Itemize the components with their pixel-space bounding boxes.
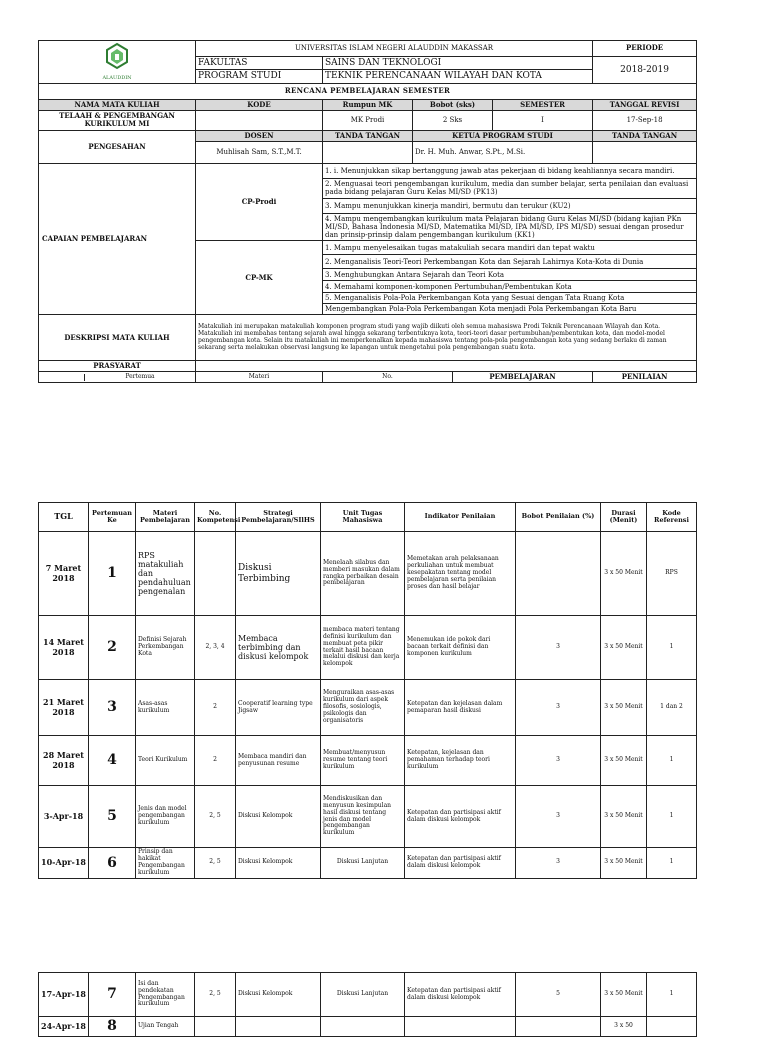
row-durasi: 3 x 50 Menit xyxy=(601,736,647,786)
deskripsi-label: DESKRIPSI MATA KULIAH xyxy=(39,315,196,361)
row-bobot: 3 xyxy=(516,848,601,879)
col-indikator: Indikator Penilaian xyxy=(405,503,516,532)
row-tugas: Mendiskusikan dan menyusun kesimpulan hasil diskusi tentang jenis dan model pengembangan kurikulum xyxy=(321,786,405,848)
row-durasi: 3 x 50 Menit xyxy=(601,848,647,879)
row-tgl: 10-Apr-18 xyxy=(39,848,89,879)
row-ref: 1 xyxy=(647,786,697,848)
row-materi: Asas-asas kurikulum xyxy=(136,680,195,736)
row-tugas xyxy=(321,1017,405,1037)
logo-text: ALAUDDIN xyxy=(102,75,132,82)
course-kode xyxy=(196,110,323,130)
row-ref xyxy=(647,1017,697,1037)
header-table xyxy=(38,40,697,383)
row-indikator: Memetakan arah pelaksanaan perkuliahan untuk membuat kesepakatan tentang model pembelajaran serta penilaian proses dan hasil belajar xyxy=(405,532,516,616)
prodi-label: PROGRAM STUDI xyxy=(196,70,323,83)
row-tugas: membaca materi tentang definisi kurikulum dan membuat peta pikir terkait hasil bacaan melalui diskusi dan kerja kelompok xyxy=(321,616,405,680)
row-indikator: Menemukan ide pokok dari bacaan terkait definisi dan komponen kurikulum xyxy=(405,616,516,680)
table-row xyxy=(39,973,697,1017)
row-tgl: 7 Maret 2018 xyxy=(39,532,89,616)
row-materi: Isi dan pendekatan Pengembangan kurikulum xyxy=(136,973,195,1017)
col-kode-referensi: Kode Referensi xyxy=(647,503,697,532)
row-komp: 2 xyxy=(195,680,236,736)
row-strategi: Cooperatif learning type Jigsaw xyxy=(236,680,321,736)
col-kompetensi: No. Kompetensi xyxy=(195,503,236,532)
row-ref: 1 xyxy=(647,848,697,879)
col-tanggal: TANGGAL REVISI xyxy=(593,99,697,110)
row-strategi: Membaca terbimbing dan diskusi kelompok xyxy=(236,616,321,680)
row-tugas: Diskusi Lanjutan xyxy=(321,973,405,1017)
pengesahan-label: PENGESAHAN xyxy=(39,130,196,163)
rps-page-3 xyxy=(38,972,696,1035)
cp-prodi-item: 3. Mampu menunjukkan kinerja mandiri, bermutu dan terukur (KU2) xyxy=(323,198,697,213)
row-strategi: Diskusi Kelompok xyxy=(236,848,321,879)
prasyarat-label: PRASYARAT xyxy=(39,361,196,372)
course-tanggal: 17-Sep-18 xyxy=(593,110,697,130)
row-strategi: Diskusi Terbimbing xyxy=(236,532,321,616)
row-bobot: 3 xyxy=(516,736,601,786)
university-logo xyxy=(97,42,137,74)
cp-prodi-label: CP-Prodi xyxy=(196,163,323,240)
cp-mk-item: 3. Menghubungkan Antara Sejarah dan Teori Kota xyxy=(323,269,697,281)
rps-page-2 xyxy=(38,502,696,876)
row-tgl: 17-Apr-18 xyxy=(39,973,89,1017)
row-bobot: 3 xyxy=(516,616,601,680)
row-materi: RPS matakuliah dan pendahuluan pengenalan xyxy=(136,532,195,616)
rps-page-1 xyxy=(38,40,696,422)
row-komp: 2 xyxy=(195,736,236,786)
prodi-value: TEKNIK PERENCANAAN WILAYAH DAN KOTA xyxy=(323,70,593,83)
fakultas-value: SAINS DAN TEKNOLOGI xyxy=(323,57,593,70)
table-row xyxy=(39,786,697,848)
schedule-table-continued xyxy=(38,972,697,1037)
row-komp xyxy=(195,532,236,616)
row-tgl: 21 Maret 2018 xyxy=(39,680,89,736)
row-durasi: 3 x 50 Menit xyxy=(601,680,647,736)
row-tgl: 24-Apr-18 xyxy=(39,1017,89,1037)
row-durasi: 3 x 50 xyxy=(601,1017,647,1037)
ttd2-label: TANDA TANGAN xyxy=(593,130,697,141)
col-nama: NAMA MATA KULIAH xyxy=(39,99,196,110)
row-strategi: Diskusi Kelompok xyxy=(236,786,321,848)
row-materi: Teori Kurikulum xyxy=(136,736,195,786)
penilaian-label: PENILAIAN xyxy=(593,372,697,383)
col-rumpun: Rumpun MK xyxy=(323,99,413,110)
ketua-signature xyxy=(593,141,697,163)
row-tugas: Menelaah silabus dan memberi masukan dalam rangka perbaikan desain pembelajaran xyxy=(321,532,405,616)
row-tugas: Diskusi Lanjutan xyxy=(321,848,405,879)
course-semester: I xyxy=(493,110,593,130)
col-tgl: TGL xyxy=(39,503,89,532)
row-durasi: 3 x 50 Menit xyxy=(601,532,647,616)
row-bobot: 3 xyxy=(516,786,601,848)
cp-prodi-item: 4. Mampu mengembangkan kurikulum mata Pelajaran bidang Guru Kelas MI/SD (bidang kajian PKn MI/SD, Bahasa Indonesia MI/SD, Matematika MI/SD, IPA MI/SD, IPS MI/SD) sesuai dengan prosedur dan prinsip-prinsip dalam pengembangan kurikulum (KK1) xyxy=(323,213,697,240)
col-strategi: Strategi Pembelajaran/SIlHS xyxy=(236,503,321,532)
row-tugas: Menguraikan asas-asas kurikulum dari aspek filosofis, sosiologis, psikologis dan organisatoris xyxy=(321,680,405,736)
row-no: 7 xyxy=(89,973,136,1017)
cp-mk-item: Mengembangkan Pola-Pola Perkembangan Kota menjadi Pola Perkembangan Kota Baru xyxy=(323,304,697,315)
cp-mk-label: CP-MK xyxy=(196,241,323,315)
cp-mk-item: 5. Menganalisis Pola-Pola Perkembangan Kota yang Sesuai dengan Tata Ruang Kota xyxy=(323,293,697,304)
col-materi: Materi xyxy=(196,372,323,383)
row-indikator: Ketepatan dan partisipasi aktif dalam diskusi kelompok xyxy=(405,973,516,1017)
col-semester: SEMESTER xyxy=(493,99,593,110)
row-no: 4 xyxy=(89,736,136,786)
pembelajaran-label: PEMBELAJARAN xyxy=(453,372,593,383)
col-pertemuan-ke: Pertemuan Ke xyxy=(89,503,136,532)
row-indikator: Ketepatan dan partisipasi aktif dalam diskusi kelompok xyxy=(405,848,516,879)
periode-label: PERIODE xyxy=(593,41,697,57)
row-strategi xyxy=(236,1017,321,1037)
row-no: 2 xyxy=(89,616,136,680)
course-name: TELAAH & PENGEMBANGAN KURIKULUM MI xyxy=(39,110,196,130)
ttd-label: TANDA TANGAN xyxy=(323,130,413,141)
row-tgl: 3-Apr-18 xyxy=(39,786,89,848)
row-no: 5 xyxy=(89,786,136,848)
row-bobot: 3 xyxy=(516,680,601,736)
row-komp: 2, 5 xyxy=(195,973,236,1017)
row-no: 3 xyxy=(89,680,136,736)
table-row xyxy=(39,848,697,879)
row-bobot xyxy=(516,532,601,616)
row-ref: 1 xyxy=(647,736,697,786)
row-ref: 1 xyxy=(647,973,697,1017)
row-ref: RPS xyxy=(647,532,697,616)
row-no: 8 xyxy=(89,1017,136,1037)
row-ref: 1 dan 2 xyxy=(647,680,697,736)
prasyarat-value xyxy=(196,361,697,372)
col-bobot-penilaian: Bobot Penilaian (%) xyxy=(516,503,601,532)
row-materi: Definisi Sejarah Perkembangan Kota xyxy=(136,616,195,680)
row-komp xyxy=(195,1017,236,1037)
schedule-table xyxy=(38,502,697,879)
pertemuan-split xyxy=(39,372,196,383)
table-row xyxy=(39,1017,697,1037)
fakultas-label: FAKULTAS xyxy=(196,57,323,70)
col-kode: KODE xyxy=(196,99,323,110)
cp-mk-item: 1. Mampu menyelesaikan tugas matakuliah secara mandiri dan tepat waktu xyxy=(323,241,697,255)
university-name: UNIVERSITAS ISLAM NEGERI ALAUDDIN MAKASSAR xyxy=(196,41,593,57)
row-materi: Ujian Tengah xyxy=(136,1017,195,1037)
row-indikator: Ketepatan dan partisipasi aktif dalam diskusi kelompok xyxy=(405,786,516,848)
rps-title: RENCANA PEMBELAJARAN SEMESTER xyxy=(39,83,697,99)
row-no: 1 xyxy=(89,532,136,616)
col-tugas: Unit Tugas Mahasiswa xyxy=(321,503,405,532)
table-row xyxy=(39,736,697,786)
dosen-label: DOSEN xyxy=(196,130,323,141)
row-strategi: Diskusi Kelompok xyxy=(236,973,321,1017)
dosen-name: Muhlisah Sam, S.T.,M.T. xyxy=(196,141,323,163)
row-durasi: 3 x 50 Menit xyxy=(601,786,647,848)
row-tgl: 14 Maret 2018 xyxy=(39,616,89,680)
table-row xyxy=(39,680,697,736)
periode-value: 2018-2019 xyxy=(593,57,697,84)
col-pertemuan: Pertemua xyxy=(125,372,155,380)
row-komp: 2, 5 xyxy=(195,786,236,848)
row-durasi: 3 x 50 Menit xyxy=(601,973,647,1017)
row-durasi: 3 x 50 Menit xyxy=(601,616,647,680)
dosen-signature xyxy=(323,141,413,163)
ketua-name: Dr. H. Muh. Anwar, S.Pt., M.Si. xyxy=(413,141,593,163)
cp-prodi-item: 1. i. Menunjukkan sikap bertanggung jawab atas pekerjaan di bidang keahliannya secara mandiri. xyxy=(323,163,697,178)
col-materi-pembelajaran: Materi Pembelajaran xyxy=(136,503,195,532)
cp-mk-item: 2. Menganalisis Teori-Teori Perkembangan Kota dan Sejarah Lahirnya Kota-Kota di Dunia xyxy=(323,255,697,269)
row-strategi: Membaca mandiri dan penyusunan resume xyxy=(236,736,321,786)
row-komp: 2, 5 xyxy=(195,848,236,879)
row-tgl: 28 Maret 2018 xyxy=(39,736,89,786)
table-row xyxy=(39,532,697,616)
row-tugas: Membuat/menyusun resume tentang teori kurikulum xyxy=(321,736,405,786)
cp-prodi-item: 2. Menguasai teori pengembangan kurikulum, media dan sumber belajar, serta penilaian dan evaluasi pada bidang pelajaran Guru Kelas MI/SD (PK13) xyxy=(323,178,697,198)
row-bobot: 5 xyxy=(516,973,601,1017)
ketua-label: KETUA PROGRAM STUDI xyxy=(413,130,593,141)
col-bobot: Bobot (sks) xyxy=(413,99,493,110)
col-no: No. xyxy=(323,372,453,383)
row-ref: 1 xyxy=(647,616,697,680)
row-materi: Jenis dan model pengembangan kurikulum xyxy=(136,786,195,848)
row-indikator xyxy=(405,1017,516,1037)
row-materi: Prinsip dan hakikat Pengembangan kurikulum xyxy=(136,848,195,879)
table-row xyxy=(39,616,697,680)
row-komp: 2, 3, 4 xyxy=(195,616,236,680)
capaian-label: CAPAIAN PEMBELAJARAN xyxy=(39,163,196,314)
course-bobot: 2 Sks xyxy=(413,110,493,130)
row-no: 6 xyxy=(89,848,136,879)
logo-cell xyxy=(39,41,196,84)
row-indikator: Ketepatan, kejelasan dan pemahaman terhadap teori kurikulum xyxy=(405,736,516,786)
col-durasi: Durasi (Menit) xyxy=(601,503,647,532)
cp-mk-item: 4. Memahami komponen-komponen Pertumbuhan/Pembentukan Kota xyxy=(323,281,697,293)
course-rumpun: MK Prodi xyxy=(323,110,413,130)
row-indikator: Ketepatan dan kejelasan dalam pemaparan hasil diskusi xyxy=(405,680,516,736)
row-bobot xyxy=(516,1017,601,1037)
deskripsi-text: Matakuliah ini merupakan matakuliah komponen program studi yang wajib diikuti oleh semua mahasiswa Prodi Teknik Perencanaan Wilayah dan Kota. Matakuliah ini membahas tentang sejarah awal hingga sekarang terbentuknya kota, teori-teori dasar pertumbuhan/pembentukan kota, dan model-model pengembangan kota. Selain itu matakuliah ini memperkenalkan kepada mahasiswa tentang pola-pola pengembangan kota yang sedang berlaku di zaman sekarang serta melakukan observasi langsung ke lapangan untuk mengetahui pola pengembangan suatu kota. xyxy=(196,315,697,361)
